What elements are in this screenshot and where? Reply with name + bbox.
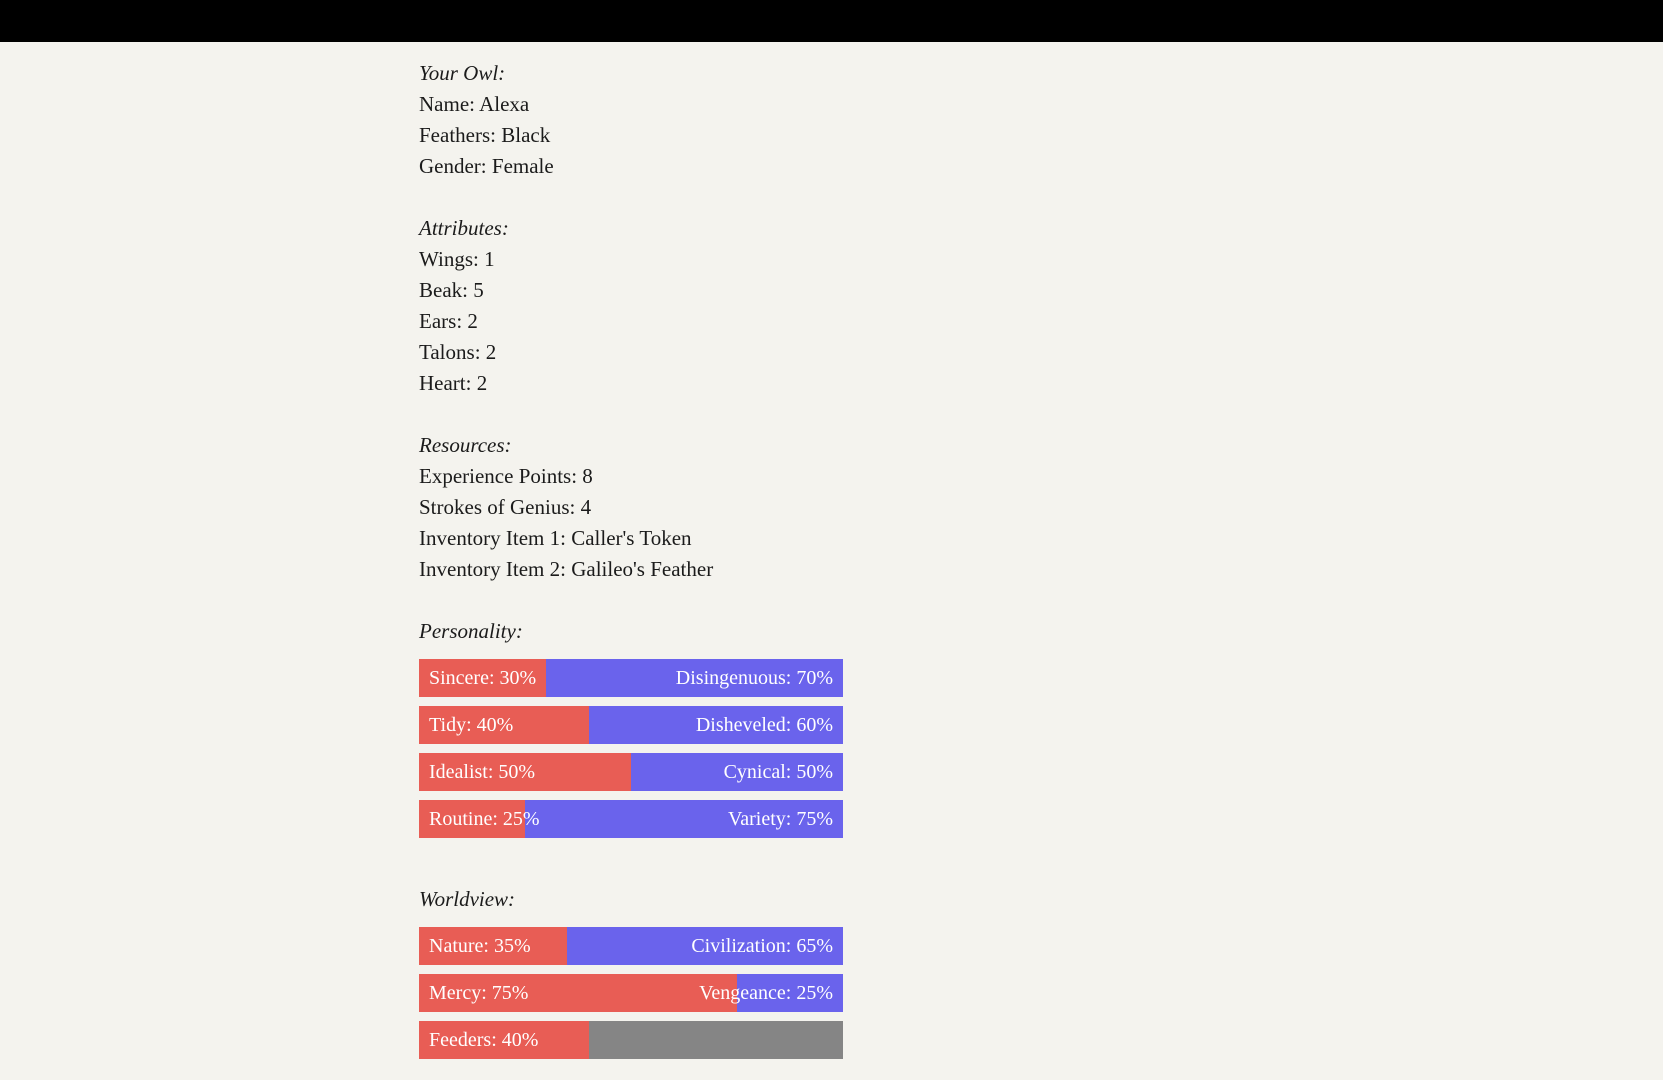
personality-bar-idealist-cynical (419, 753, 843, 791)
bar-label-right: Vengeance: 25% (699, 981, 833, 1004)
bar-label-left: Mercy: 75% (429, 981, 529, 1004)
resource-inventory-item-2: Inventory Item 2: Galileo's Feather (419, 557, 714, 581)
personality-bars (419, 659, 843, 838)
bar-label-left: Sincere: 30% (429, 666, 537, 689)
personality-bar-tidy-disheveled (419, 706, 843, 744)
personality-section (419, 616, 843, 838)
worldview-bar-nature-civilization (419, 927, 843, 965)
worldview-bars (419, 927, 843, 1059)
attribute-talons: Talons: 2 (419, 340, 497, 364)
bar-label-left: Feeders: 40% (429, 1028, 539, 1051)
spacer-owl-attributes (419, 182, 843, 213)
worldview-bar-feeders (419, 1021, 843, 1059)
owl-name: Name: Alexa (419, 92, 530, 116)
bar-label-right: Disingenuous: 70% (675, 666, 833, 689)
spacer-resources-personality (419, 585, 843, 616)
personality-section-heading: Personality: (419, 619, 523, 643)
character-sheet-page (0, 42, 1663, 1059)
bar-label-left: Idealist: 50% (429, 760, 536, 783)
bar-label-right: Civilization: 65% (691, 934, 833, 957)
worldview-bar-mercy-vengeance (419, 974, 843, 1012)
spacer-attributes-resources (419, 399, 843, 430)
worldview-section (419, 884, 843, 1059)
worldview-section-heading: Worldview: (419, 887, 516, 911)
bar-label-left: Routine: 25% (429, 807, 540, 830)
owl-gender: Gender: Female (419, 154, 554, 178)
bar-label-right: Disheveled: 60% (695, 713, 833, 736)
resources-section-heading: Resources: (419, 433, 512, 457)
owl-feathers: Feathers: Black (419, 123, 551, 147)
bar-label-left: Tidy: 40% (429, 713, 514, 736)
attribute-heart: Heart: 2 (419, 371, 488, 395)
owl-section (419, 58, 843, 182)
attributes-section-heading: Attributes: (419, 216, 509, 240)
attributes-section (419, 213, 843, 399)
owl-character-sheet (419, 58, 843, 1059)
owl-section-heading: Your Owl: (419, 61, 506, 85)
personality-bar-routine-variety (419, 800, 843, 838)
resource-inventory-item-1: Inventory Item 1: Caller's Token (419, 526, 692, 550)
attribute-wings: Wings: 1 (419, 247, 495, 271)
bar-label-left: Nature: 35% (429, 934, 531, 957)
browser-chrome-bar (0, 0, 1663, 42)
attribute-ears: Ears: 2 (419, 309, 478, 333)
bar-label-right: Variety: 75% (728, 807, 833, 830)
resources-section (419, 430, 843, 585)
attribute-beak: Beak: 5 (419, 278, 484, 302)
resource-strokes-of-genius: Strokes of Genius: 4 (419, 495, 592, 519)
resource-experience-points: Experience Points: 8 (419, 464, 593, 488)
bar-label-right: Cynical: 50% (723, 760, 833, 783)
personality-bar-sincere-disingenuous (419, 659, 843, 697)
